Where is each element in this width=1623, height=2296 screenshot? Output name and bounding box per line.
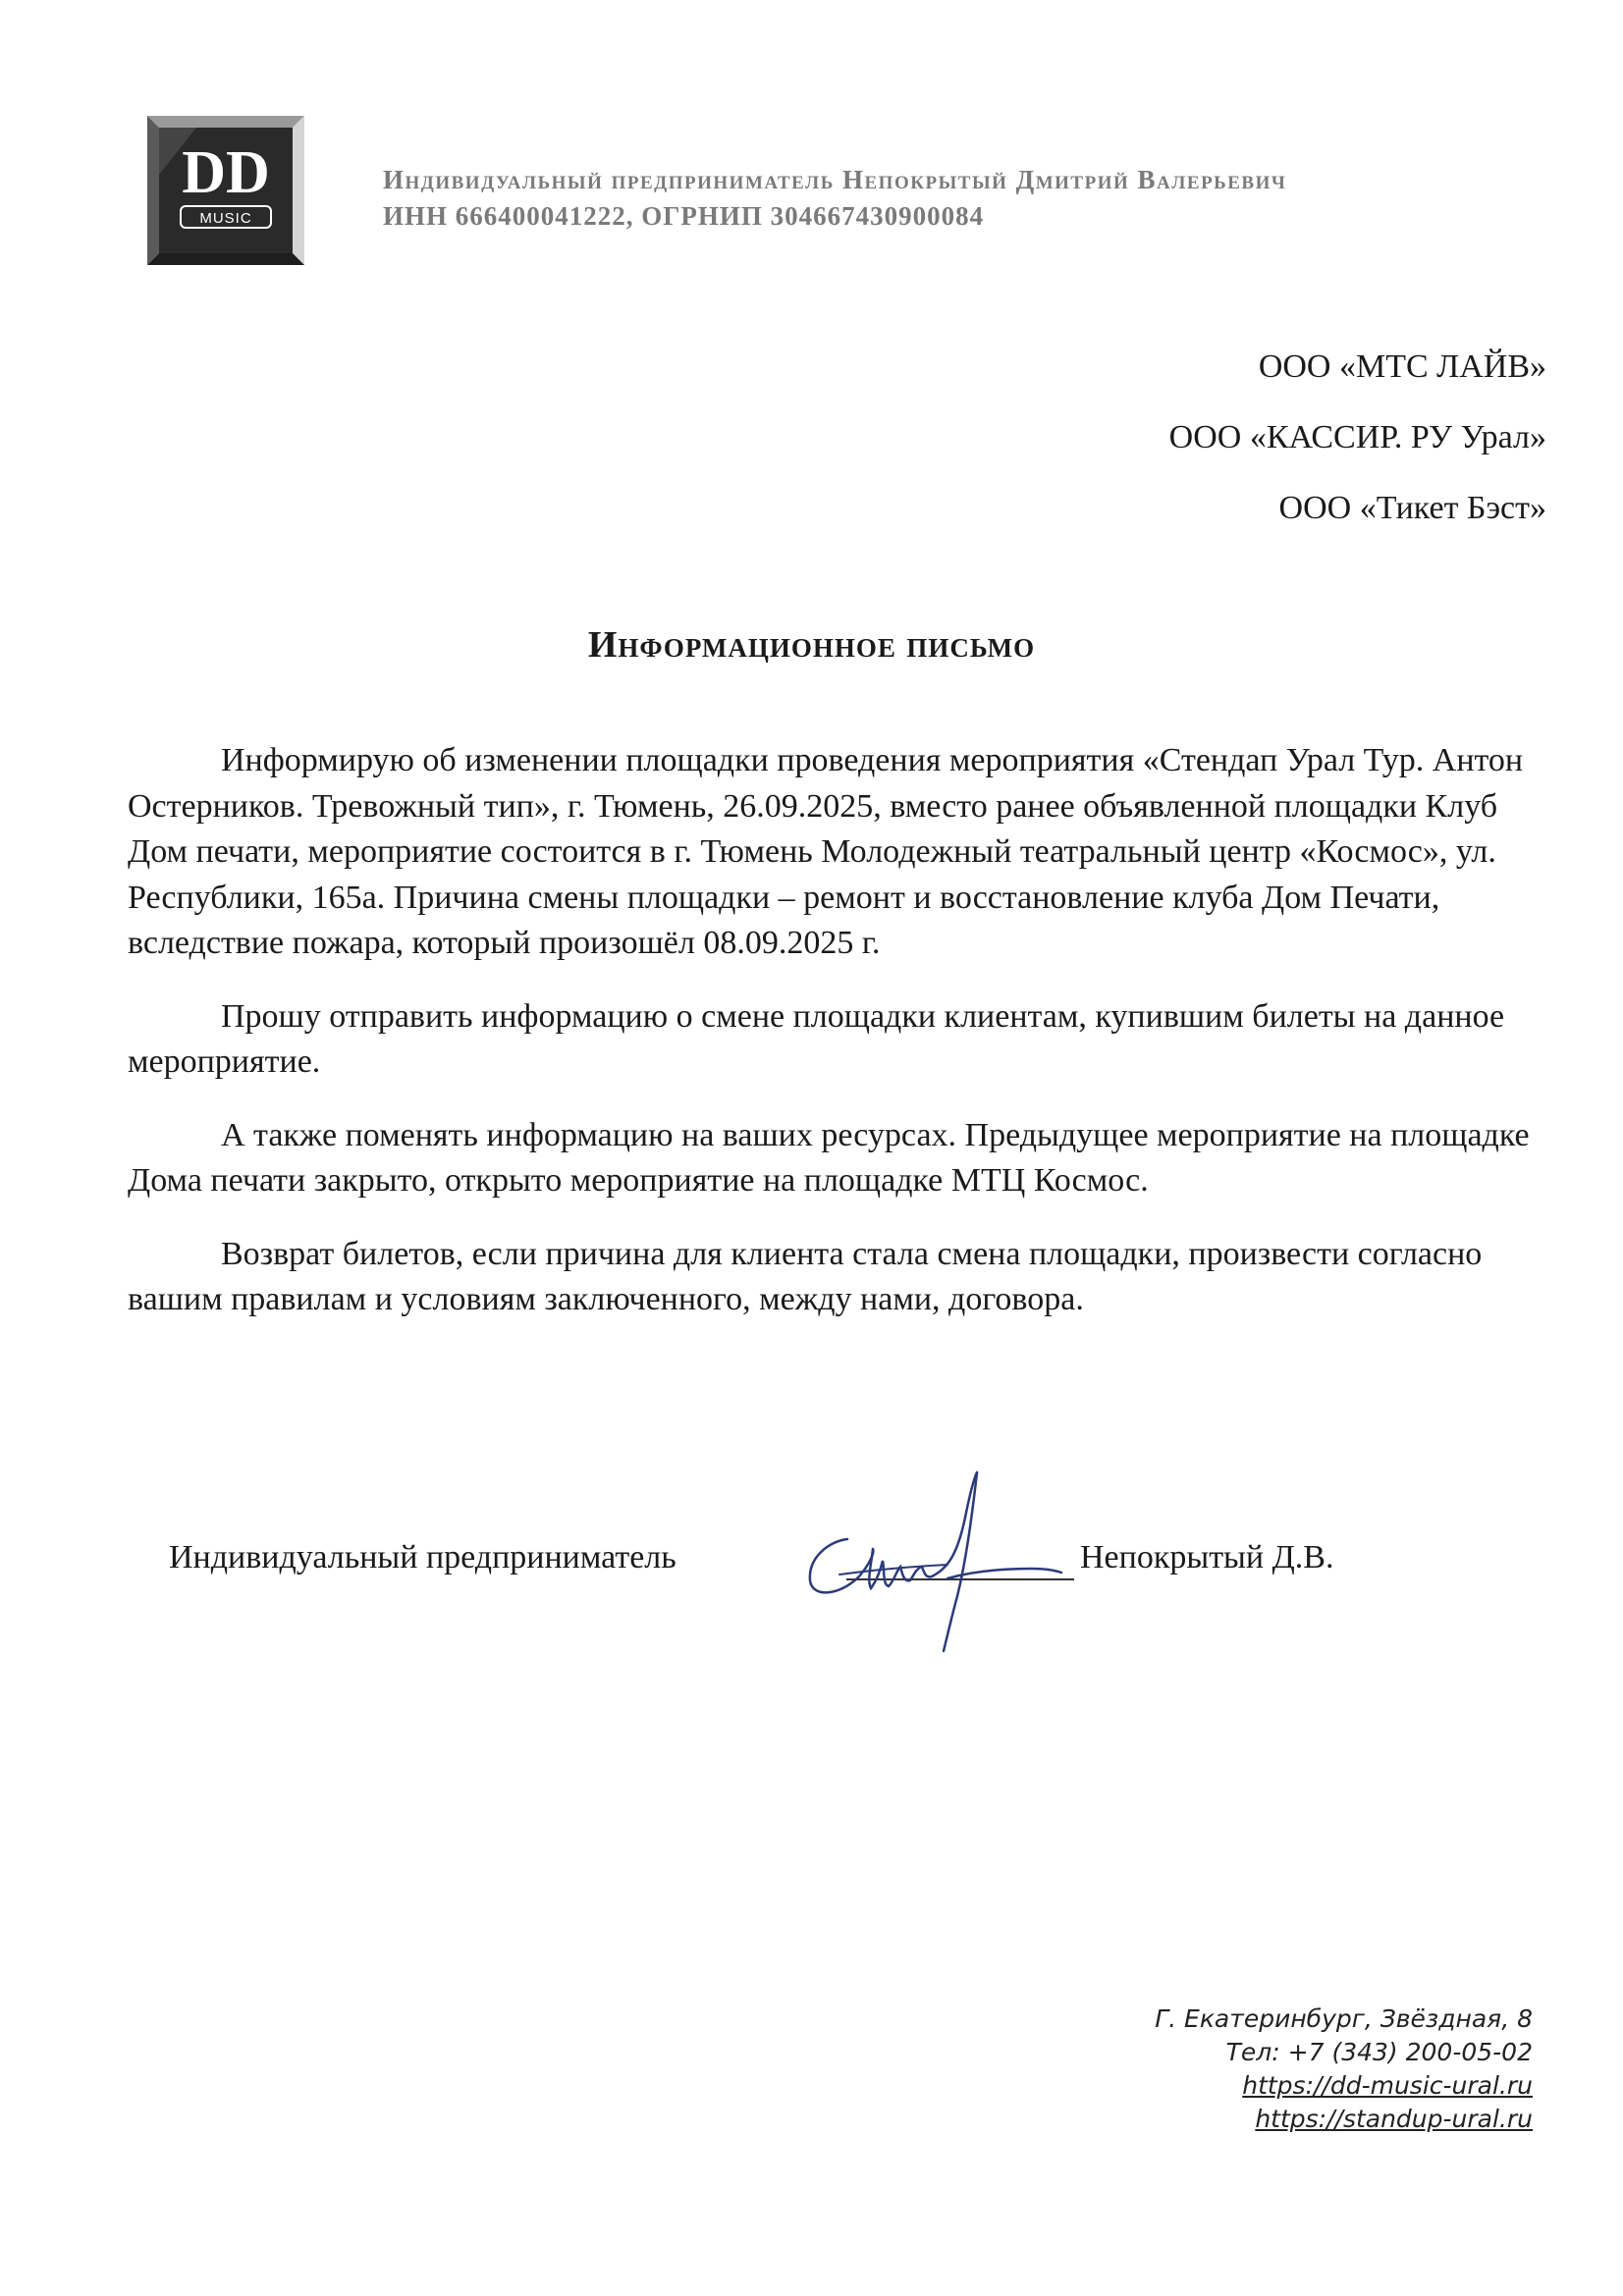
footer-address: Г. Екатеринбург, Звёздная, 8 bbox=[1155, 2004, 1533, 2033]
document-title: Информационное письмо bbox=[587, 624, 1036, 666]
recipient: ООО «МТС ЛАЙВ» bbox=[1258, 348, 1546, 385]
logo-letters: DD bbox=[182, 139, 270, 206]
signer-name: Непокрытый Д.В. bbox=[1080, 1539, 1334, 1575]
recipient: ООО «Тикет Бэст» bbox=[1278, 490, 1546, 526]
letterhead bbox=[383, 165, 1286, 232]
contact-footer bbox=[1155, 2002, 1533, 2136]
recipient: ООО «КАССИР. РУ Урал» bbox=[1168, 419, 1546, 455]
letter-body bbox=[128, 738, 1532, 1351]
logo-subtitle: MUSIC bbox=[199, 210, 252, 227]
body-paragraph: Информирую об изменении площадки проведения мероприятия «Стендап Урал Тур. Антон Остерников. Тревожный тип», г. Тюмень, 26.09.2025, вместо ранее объявленной площадки Клуб Дом печати, мероприятие состоится в г. Тюмень Молодежный театральный центр «Космос», ул. Республики, 165а. Причина смены площадки – ремонт и восстановление клуба Дом Печати, вследствие пожара, который произошёл 08.09.2025 г. bbox=[128, 742, 1524, 961]
footer-website-link[interactable]: https://dd-music-ural.ru bbox=[1242, 2071, 1533, 2100]
letterhead-entrepreneur: Индивидуальный предприниматель Непокрытый Дмитрий Валерьевич bbox=[383, 165, 1287, 194]
body-paragraph: Прошу отправить информацию о смене площадки клиентам, купившим билеты на данное мероприятие. bbox=[128, 997, 1505, 1080]
recipients-block bbox=[1169, 332, 1546, 544]
body-paragraph: А также поменять информацию на ваших ресурсах. Предыдущее мероприятие на площадке Дома печати закрыто, открыто мероприятие на площадке МТЦ Космос. bbox=[128, 1116, 1530, 1199]
handwritten-signature bbox=[800, 1459, 1065, 1675]
signature-block bbox=[0, 1539, 1623, 1657]
body-paragraph: Возврат билетов, если причина для клиента стала смена площадки, произвести согласно вашим правилам и условиям заключенного, между нами, договора. bbox=[128, 1235, 1483, 1317]
dd-music-logo bbox=[147, 116, 304, 265]
letterhead-registration: ИНН 666400041222, ОГРНИП 304667430900084 bbox=[383, 201, 985, 231]
footer-standup-link[interactable]: https://standup-ural.ru bbox=[1255, 2105, 1533, 2133]
footer-phone: Тел: +7 (343) 200-05-02 bbox=[1225, 2038, 1533, 2066]
signer-position: Индивидуальный предприниматель bbox=[169, 1539, 676, 1575]
